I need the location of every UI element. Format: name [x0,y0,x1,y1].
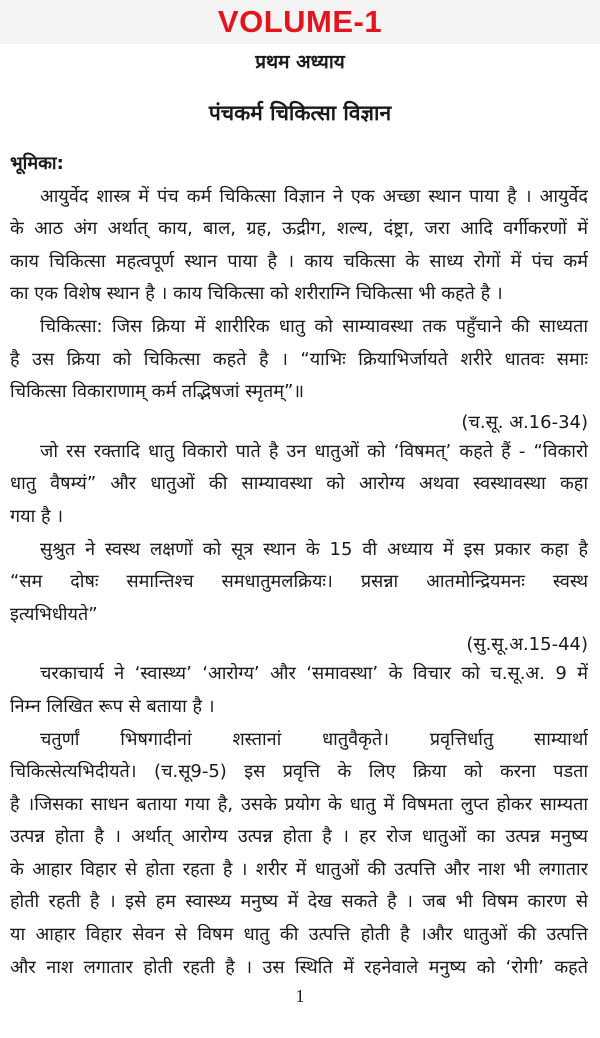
text-line: और नाश लगातार होती रहती है । उस स्थिति में रहनेवाले मनुष्य को ‘रोगी’ कहते [10,956,588,978]
text-line: चिकित्सा: जिस क्रिया में शारीरिक धातु को साम्यावस्था तक पहुँचाने की साध्यता [40,315,588,337]
text-line: जो रस रक्तादि धातु विकारो पाते है उन धातुओं को ‘विषमत्’ कहते हैं - “विकारो [40,440,588,462]
section-heading: भूमिका: [10,153,64,174]
text-line: होती रहती है । इसे हम स्वास्थ्य मनुष्य में देख सकते है । जब भी विषम कारण से [10,891,588,913]
text-line: चिकित्सा विकाराणाम् कर्म तद्भिषजां स्मृतम्”॥ [10,381,305,403]
text-line: या आहार विहार सेवन से विषम धातु की उत्पत्ति होती है ।और धातुओं की उत्पत्ति [10,924,588,946]
text-line: है ।जिसका साधन बताया गया है, उसके प्रयोग के धातु में विषमता लुप्त होकर साम्यता [10,793,588,815]
volume-label: VOLUME-1 [217,4,383,39]
text-line: निम्न लिखित रूप से बताया है । [10,695,215,717]
volume-banner [0,0,600,44]
text-line: का एक विशेष स्थान है । काय चिकित्सा को शरीराग्नि चिकित्सा भी कहते है । [10,283,503,305]
text-line: सुश्रुत ने स्वस्थ लक्षणों को सूत्र स्थान के 15 वी अध्याय में इस प्रकार कहा है [40,538,588,560]
citation: (च.सू. अ.16-34) [461,411,588,433]
text-line: इत्यभिधीयते” [10,603,98,625]
document-body [10,148,588,984]
chapter-heading: प्रथम अध्याय [255,51,345,73]
page-number: 1 [295,986,305,1006]
text-line: के आहार विहार से होता रहता है । शरीर में धातुओं की उत्पत्ति और नाश भी लगातार [10,858,588,880]
citation: (सु.सू.अ.15-44) [466,634,588,656]
text-line: आयुर्वेद शास्त्र में पंच कर्म चिकित्सा विज्ञान ने एक अच्छा स्थान पाया है । आयुर्वेद [40,185,588,207]
text-line: उत्पन्न होता है । अर्थात् आरोग्य उत्पन्न होता है । हर रोज धातुओं का उत्पन्न मनुष्य [10,826,588,848]
text-line: काय चिकित्सा महत्वपूर्ण स्थान पाया है । काय चकित्सा के साध्य रोगों में पंच कर्म [10,250,588,272]
text-line: चरकाचार्य ने ‘स्वास्थ्य’ ‘आरोग्य’ और ‘समावस्था’ के विचार को च.सू.अ. 9 में [40,663,588,685]
text-line: गया है । [10,505,64,527]
text-line: चिकित्सेत्यभिदीयते। (च.सू9-5) इस प्रवृत्ति के लिए क्रिया को करना पडता [10,761,588,783]
text-line: के आठ अंग अर्थात् काय, बाल, ग्रह, ऊद्रीग, शल्य, दंष्ट्रा, जरा आदि वर्गीकरणों में [10,218,588,240]
text-line: है उस क्रिया को चिकित्सा कहते है । “याभिः क्रियाभिर्जायते शरीरे धातवः समाः [10,348,588,370]
text-line: धातु वैषम्यं” और धातुओं की साम्यावस्था को आरोग्य अथवा स्वस्थावस्था कहा [10,473,588,495]
page-title: पंचकर्म चिकित्सा विज्ञान [208,101,392,125]
text-line: “सम दोषः समान्तिश्च समधातुमलक्रियः। प्रसन्ना आतमोन्द्रियमनः स्वस्थ [10,571,588,593]
text-line: चतुर्णां भिषगादीनां शस्तानां धातुवैकृते। प्रवृत्तिर्धातु साम्यार्था [40,728,588,750]
